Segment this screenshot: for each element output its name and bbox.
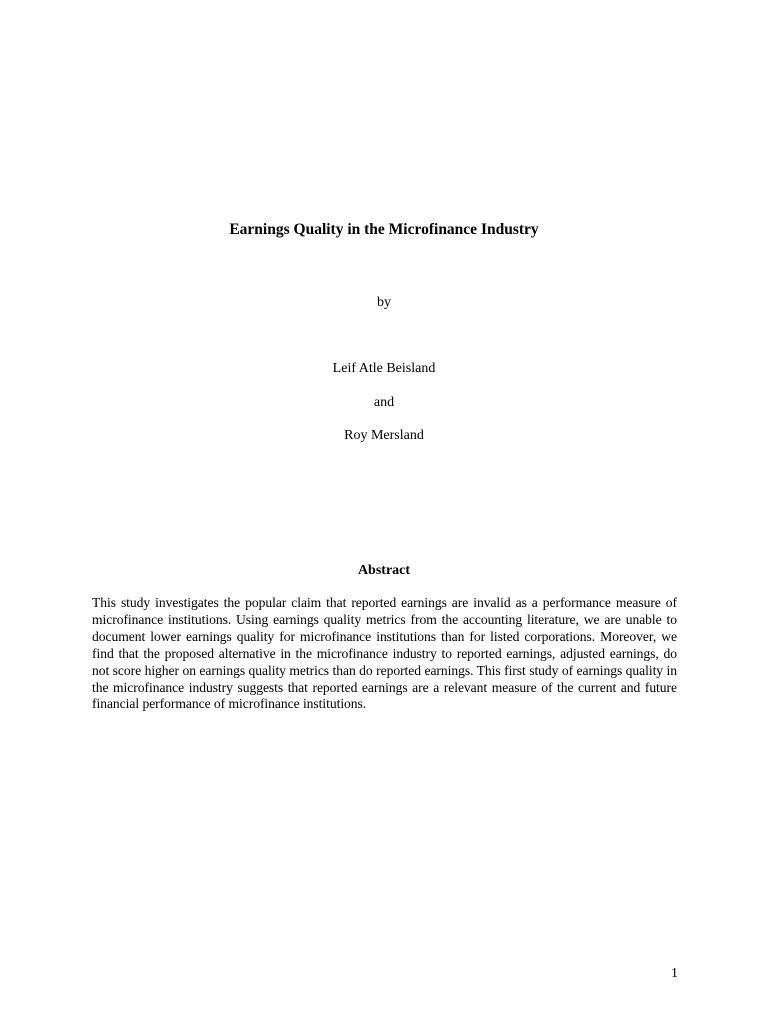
author-name: Roy Mersland xyxy=(344,428,424,443)
author-conjunction: and xyxy=(373,395,395,410)
page-number: 1 xyxy=(671,966,678,981)
paper-title: Earnings Quality in the Microfinance Industry xyxy=(229,221,539,238)
by-line: by xyxy=(377,295,391,310)
abstract-heading: Abstract xyxy=(357,563,411,578)
abstract-text: This study investigates the popular claim that reported earnings are invalid as a performance measure of microfinance institutions. Using earnings quality metrics from the accounting literature, we are unable to document lower earnings quality for microfinance institutions than for listed corporations. Moreover, we find that the proposed alternative in the microfinance industry to reported earnings, adjusted earnings, do not score higher on earnings quality metrics than do reported earnings. This first study of earnings quality in the microfinance industry suggests that reported earnings are a relevant measure of the current and future financial performance of microfinance institutions. xyxy=(92,595,677,712)
author-name: Leif Atle Beisland xyxy=(332,361,436,376)
